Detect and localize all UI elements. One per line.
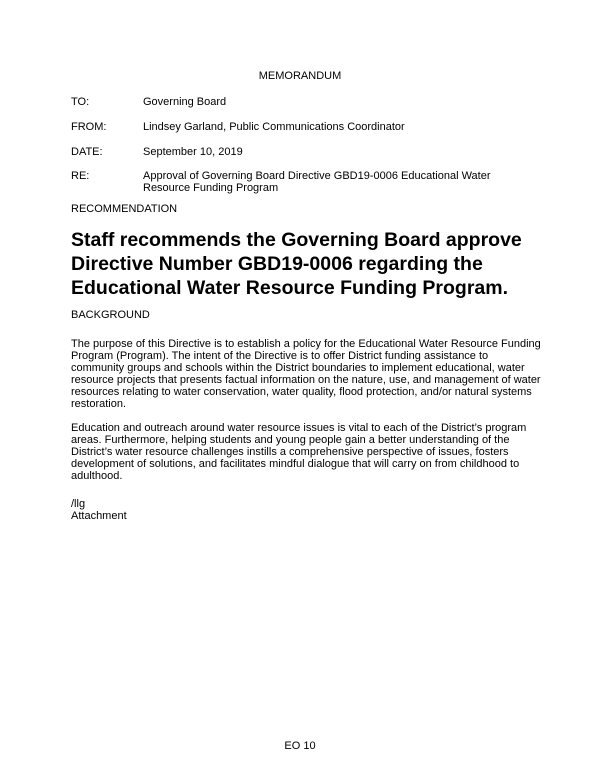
date-row bbox=[71, 146, 531, 158]
re-label: RE: bbox=[71, 170, 90, 182]
to-value: Governing Board bbox=[143, 96, 227, 108]
re-row bbox=[71, 170, 531, 194]
background-paragraph-1: The purpose of this Directive is to establish a policy for the Educational Water Resource Funding Program (Program). The intent of the Directive is to offer District funding assistance to community groups and schools within the District boundaries to implement educational, water resource projects that presents factual information on the nature, use, and management of water resources relating to water conservation, water quality, flood protection, and/or natural systems restoration. bbox=[71, 338, 541, 410]
background-paragraph-2: Education and outreach around water resource issues is vital to each of the District’s program areas. Furthermore, helping students and young people gain a better understanding of the District’s water resource challenges instills a comprehensive perspective of issues, fosters development of solutions, and facilitates mindful dialogue that will carry on from childhood to adulthood. bbox=[71, 422, 527, 482]
background-label: BACKGROUND bbox=[71, 309, 150, 321]
date-label: DATE: bbox=[71, 146, 103, 158]
recommendation-headline: Staff recommends the Governing Board approve Directive Number GBD19-0006 regarding the Educational Water Resource Funding Program. bbox=[71, 229, 522, 299]
re-value: Approval of Governing Board Directive GBD19-0006 Educational Water Resource Funding Program bbox=[143, 170, 491, 194]
recommendation-label: RECOMMENDATION bbox=[71, 203, 178, 215]
initials: /llg bbox=[71, 498, 86, 510]
to-row bbox=[71, 96, 531, 108]
from-label: FROM: bbox=[71, 121, 107, 133]
memo-title: MEMORANDUM bbox=[258, 70, 342, 82]
from-value: Lindsey Garland, Public Communications Coordinator bbox=[143, 121, 405, 133]
attachment-label: Attachment bbox=[71, 510, 127, 522]
from-row bbox=[71, 121, 531, 133]
date-value: September 10, 2019 bbox=[143, 146, 243, 158]
to-label: TO: bbox=[71, 96, 90, 108]
page-footer: EO 10 bbox=[284, 740, 316, 752]
